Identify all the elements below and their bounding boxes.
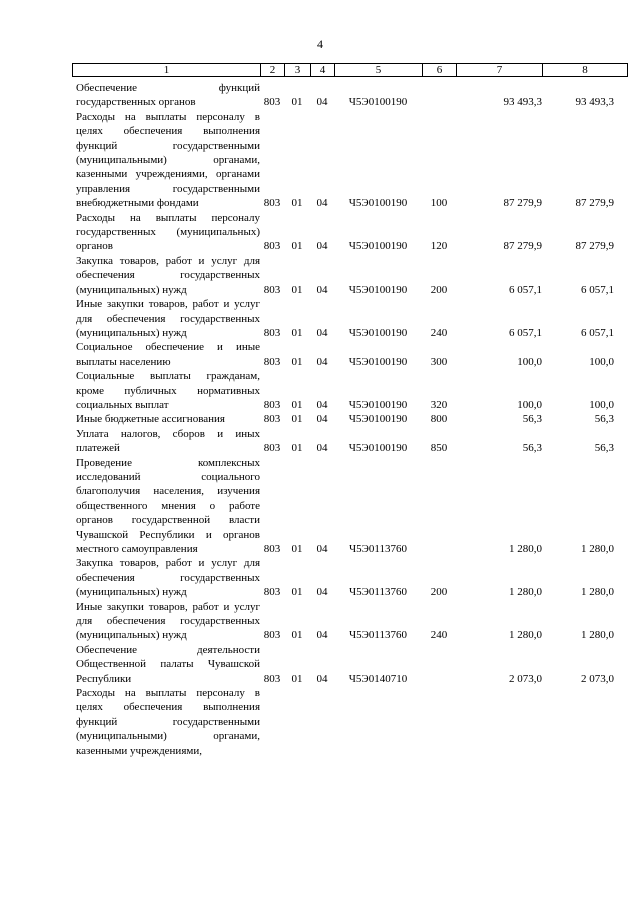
row-name: Уплата налогов, сборов и иных платежей	[76, 427, 260, 455]
cell-c8: 1 280,0	[581, 543, 614, 555]
cell-c5: Ч5Э0100190	[348, 283, 408, 296]
cell-c6: 300	[430, 355, 448, 368]
table-row	[72, 556, 628, 599]
cell-c7: 6 057,1	[509, 326, 542, 339]
row-name: Иные закупки товаров, работ и услуг для обеспечения государственных (муниципальных) нужд	[76, 298, 260, 339]
cell-c3: 01	[291, 586, 303, 599]
table-row	[72, 427, 628, 456]
table-row	[72, 369, 628, 412]
cell-c2: 803	[263, 586, 281, 599]
cell-c5: Ч5Э0113760	[348, 586, 407, 599]
cell-c3: 01	[291, 96, 303, 109]
header-col-5: 5	[335, 64, 423, 76]
cell-c4: 04	[316, 240, 328, 253]
cell-c6: 800	[430, 413, 448, 426]
cell-c8: 87 279,9	[575, 240, 614, 253]
cell-c2: 803	[263, 326, 281, 339]
cell-c8: 93 493,3	[575, 96, 614, 109]
cell-c2: 803	[263, 283, 281, 296]
cell-c7: 93 493,3	[503, 96, 542, 109]
cell-c8: 100,0	[589, 398, 614, 411]
row-name: Расходы на выплаты персоналу в целях обеспечения выполнения функций государственными (муниципальными) органами, казенными учреждениями, органами управления государственными внебюджетными фондами	[76, 110, 260, 210]
cell-c3: 01	[291, 413, 303, 426]
cell-c4: 04	[316, 355, 328, 368]
cell-c2: 803	[263, 240, 281, 253]
row-name: Иные закупки товаров, работ и услуг для обеспечения государственных (муниципальных) нужд	[76, 600, 260, 642]
cell-c8: 100,0	[589, 355, 614, 368]
cell-c2: 803	[263, 629, 281, 642]
cell-c8: 56,3	[594, 442, 614, 455]
cell-c3: 01	[291, 672, 303, 685]
cell-c6: 200	[430, 283, 448, 296]
cell-c4: 04	[316, 326, 328, 339]
header-col-3: 3	[285, 64, 311, 76]
cell-c4: 04	[316, 283, 328, 296]
cell-c7: 1 280,0	[509, 629, 542, 642]
header-col-7: 7	[457, 64, 543, 76]
row-name: Расходы на выплаты персоналу государственных (муниципальных) органов	[76, 211, 260, 253]
cell-c3: 01	[291, 283, 303, 296]
header-col-1: 1	[73, 64, 261, 76]
cell-c8: 2 073,0	[581, 672, 614, 685]
cell-c5: Ч5Э0140710	[348, 672, 408, 685]
row-name: Закупка товаров, работ и услуг для обеспечения государственных (муниципальных) нужд	[76, 254, 260, 296]
cell-c8: 87 279,9	[575, 197, 614, 210]
table-row	[72, 412, 628, 426]
cell-c6: 100	[430, 197, 448, 210]
cell-c7: 2 073,0	[509, 672, 542, 685]
cell-c7: 1 280,0	[509, 543, 542, 555]
table-row	[72, 110, 628, 211]
header-col-2: 2	[261, 64, 285, 76]
header-col-4: 4	[311, 64, 335, 76]
cell-c7: 100,0	[517, 398, 542, 411]
cell-c4: 04	[316, 398, 328, 411]
cell-c5: Ч5Э0100190	[348, 326, 408, 339]
table-row	[72, 643, 628, 686]
cell-c5: Ч5Э0100190	[348, 197, 408, 210]
row-name: Иные бюджетные ассигнования	[76, 413, 225, 426]
header-col-8: 8	[582, 64, 588, 76]
header-col-6: 6	[423, 64, 457, 76]
cell-c3: 01	[291, 326, 303, 339]
cell-c7: 6 057,1	[509, 283, 542, 296]
cell-c3: 01	[291, 398, 303, 411]
cell-c2: 803	[263, 543, 281, 555]
cell-c5: Ч5Э0113760	[348, 629, 407, 642]
cell-c4: 04	[316, 96, 328, 109]
cell-c6: 320	[430, 398, 448, 411]
cell-c8: 6 057,1	[581, 283, 614, 296]
cell-c4: 04	[316, 543, 328, 555]
cell-c4: 04	[316, 197, 328, 210]
cell-c6: 240	[430, 326, 448, 339]
cell-c4: 04	[316, 629, 328, 642]
cell-c4: 04	[316, 586, 328, 599]
cell-c7: 56,3	[522, 442, 542, 455]
cell-c3: 01	[291, 197, 303, 210]
budget-table	[72, 63, 628, 758]
cell-c8: 6 057,1	[581, 326, 614, 339]
cell-c3: 01	[291, 442, 303, 455]
cell-c7: 87 279,9	[503, 240, 542, 253]
cell-c8: 1 280,0	[581, 586, 614, 599]
page-number: 4	[317, 37, 323, 51]
cell-c8: 1 280,0	[581, 629, 614, 642]
table-body	[72, 77, 628, 758]
table-row	[72, 686, 628, 758]
table-row	[72, 211, 628, 254]
row-name: Проведение комплексных исследований социального благополучия населения, изучения общественного мнения о работе органов государственной власти Чувашской Республики и органов местного самоуправления	[76, 456, 260, 555]
cell-c5: Ч5Э0100190	[348, 442, 408, 455]
cell-c3: 01	[291, 629, 303, 642]
cell-c7: 56,3	[522, 413, 542, 426]
table-row	[72, 600, 628, 643]
cell-c4: 04	[316, 442, 328, 455]
row-name: Обеспечение функций государственных органов	[76, 82, 260, 109]
cell-c5: Ч5Э0100190	[348, 96, 408, 109]
table-header	[72, 63, 628, 77]
cell-c5: Ч5Э0100190	[348, 355, 408, 368]
row-name: Расходы на выплаты персоналу в целях обеспечения выполнения функций государственными (муниципальными) органами, казенными учреждениями,	[76, 687, 260, 757]
table-row	[72, 81, 628, 110]
cell-c8: 56,3	[594, 413, 614, 426]
cell-c7: 1 280,0	[509, 586, 542, 599]
table-row	[72, 340, 628, 369]
cell-c5: Ч5Э0113760	[348, 543, 407, 555]
cell-c2: 803	[263, 672, 281, 685]
cell-c7: 87 279,9	[503, 197, 542, 210]
cell-c6: 120	[430, 240, 448, 253]
cell-c3: 01	[291, 543, 303, 555]
cell-c7: 100,0	[517, 355, 542, 368]
cell-c5: Ч5Э0100190	[348, 398, 408, 411]
cell-c6: 240	[430, 629, 448, 642]
cell-c2: 803	[263, 197, 281, 210]
cell-c2: 803	[263, 96, 281, 109]
row-name: Обеспечение деятельности Общественной палаты Чувашской Республики	[76, 643, 260, 685]
table-row	[72, 456, 628, 557]
row-name: Закупка товаров, работ и услуг для обеспечения государственных (муниципальных) нужд	[76, 557, 260, 599]
row-name: Социальные выплаты гражданам, кроме публичных нормативных социальных выплат	[76, 370, 260, 411]
cell-c6: 200	[430, 586, 448, 599]
cell-c2: 803	[263, 398, 281, 411]
cell-c5: Ч5Э0100190	[348, 240, 408, 253]
table-row	[72, 297, 628, 340]
cell-c4: 04	[316, 672, 328, 685]
cell-c2: 803	[263, 413, 281, 426]
cell-c5: Ч5Э0100190	[348, 413, 408, 426]
cell-c2: 803	[263, 355, 281, 368]
cell-c3: 01	[291, 240, 303, 253]
table-row	[72, 254, 628, 297]
cell-c4: 04	[316, 413, 328, 426]
cell-c2: 803	[263, 442, 281, 455]
row-name: Социальное обеспечение и иные выплаты населению	[76, 341, 260, 368]
cell-c6: 850	[430, 442, 448, 455]
cell-c3: 01	[291, 355, 303, 368]
